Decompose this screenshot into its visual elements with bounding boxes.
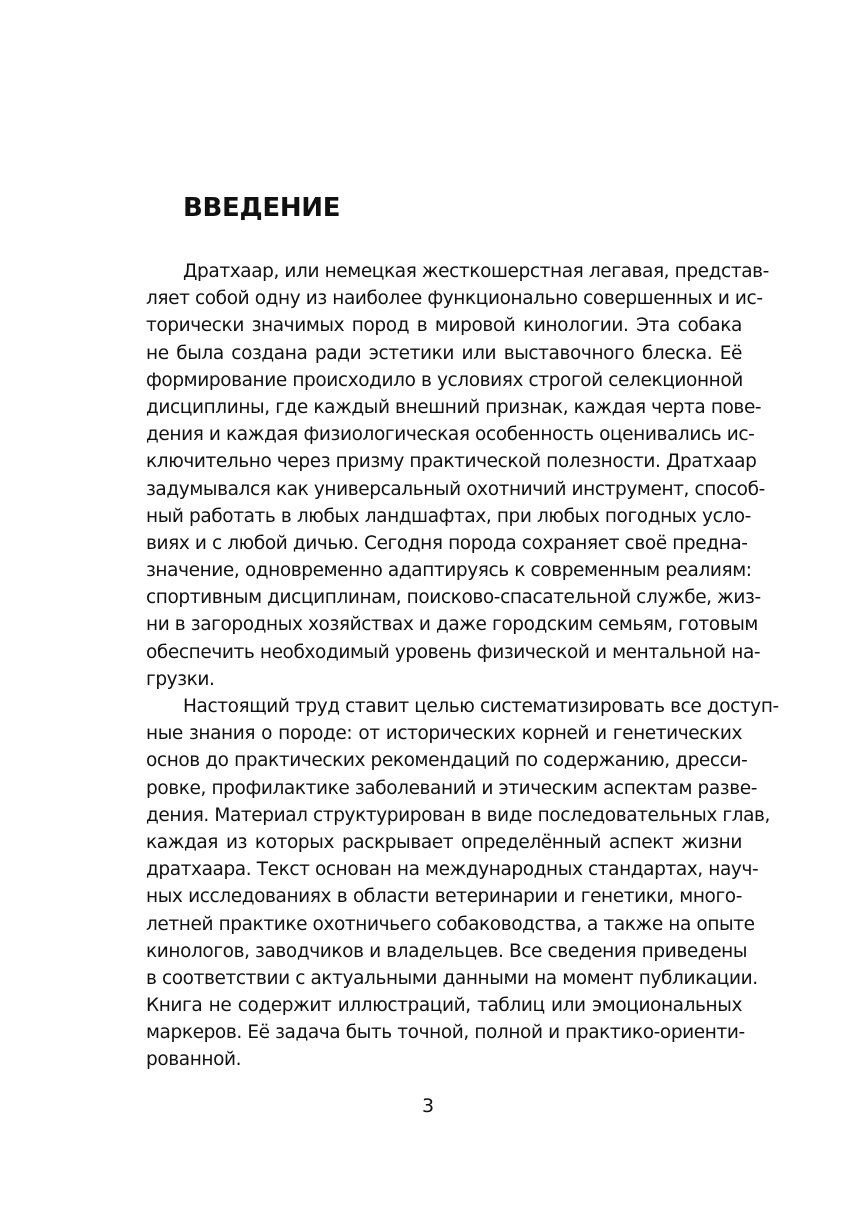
text-line: Дратхаар, или немецкая жесткошерстная легавая, представ- (183, 261, 769, 282)
text-line: значение, одновременно адаптируясь к современным реалиям: (146, 560, 752, 582)
text-line: задумывался как универсальный охотничий инструмент, способ- (146, 478, 765, 500)
text-line: кинологов, заводчиков и владельцев. Все сведения приведены (146, 940, 748, 962)
paragraph-1 (146, 258, 769, 693)
text-line: в соответствии с актуальными данными на момент публикации. (146, 967, 758, 989)
text-line: каждая из которых раскрывает определённый аспект жизни (146, 831, 742, 853)
text-line: торически значимых пород в мировой кинологии. Эта собака (146, 315, 742, 337)
text-line: летней практике охотничьего собаководства, а также на опыте (146, 913, 755, 935)
text-line: Книга не содержит иллюстраций, таблиц или эмоциональных (146, 995, 742, 1017)
text-line: виях и с любой дичью. Сегодня порода сохраняет своё предна- (146, 532, 748, 554)
text-line: формирование происходило в условиях строгой селекционной (146, 369, 743, 391)
text-line: Настоящий труд ставит целью систематизировать все доступ- (183, 696, 779, 717)
page-number: 3 (421, 1095, 435, 1117)
text-line: ключительно через призму практической полезности. Дратхаар (146, 451, 757, 473)
text-line: дратхаара. Текст основан на международных стандартах, науч- (146, 859, 759, 881)
paragraph-2 (146, 693, 779, 1074)
text-line: дения. Материал структурирован в виде последовательных глав, (146, 804, 771, 826)
text-line: грузки. (146, 668, 215, 690)
text-line: ный работать в любых ландшафтах, при любых погодных усло- (146, 505, 751, 527)
text-line: спортивным дисциплинам, поисково-спасательной службе, жиз- (146, 587, 761, 609)
text-line: ные знания о породе: от исторических корней и генетических (146, 723, 742, 745)
text-line: ных исследованиях в области ветеринарии и генетики, много- (146, 886, 742, 908)
body-text (146, 258, 779, 1074)
text-line: ни в загородных хозяйствах и даже городским семьям, готовым (146, 614, 758, 636)
chapter-heading: ВВЕДЕНИЕ (183, 193, 341, 223)
text-line: ляет собой одну из наиболее функционально совершенных и ис- (146, 288, 763, 310)
text-line: основ до практических рекомендаций по содержанию, дресси- (146, 750, 748, 772)
text-line: дения и каждая физиологическая особенность оценивались ис- (146, 424, 755, 446)
text-line: маркеров. Её задача быть точной, полной и практико-ориенти- (146, 1022, 745, 1044)
text-line: обеспечить необходимый уровень физической и ментальной на- (146, 641, 761, 663)
text-line: ровке, профилактике заболеваний и этическим аспектам разве- (146, 777, 757, 799)
text-line: рованной. (146, 1049, 242, 1071)
text-line: дисциплины, где каждый внешний признак, каждая черта пове- (146, 396, 762, 418)
text-line: не была создана ради эстетики или выставочного блеска. Её (146, 342, 742, 364)
